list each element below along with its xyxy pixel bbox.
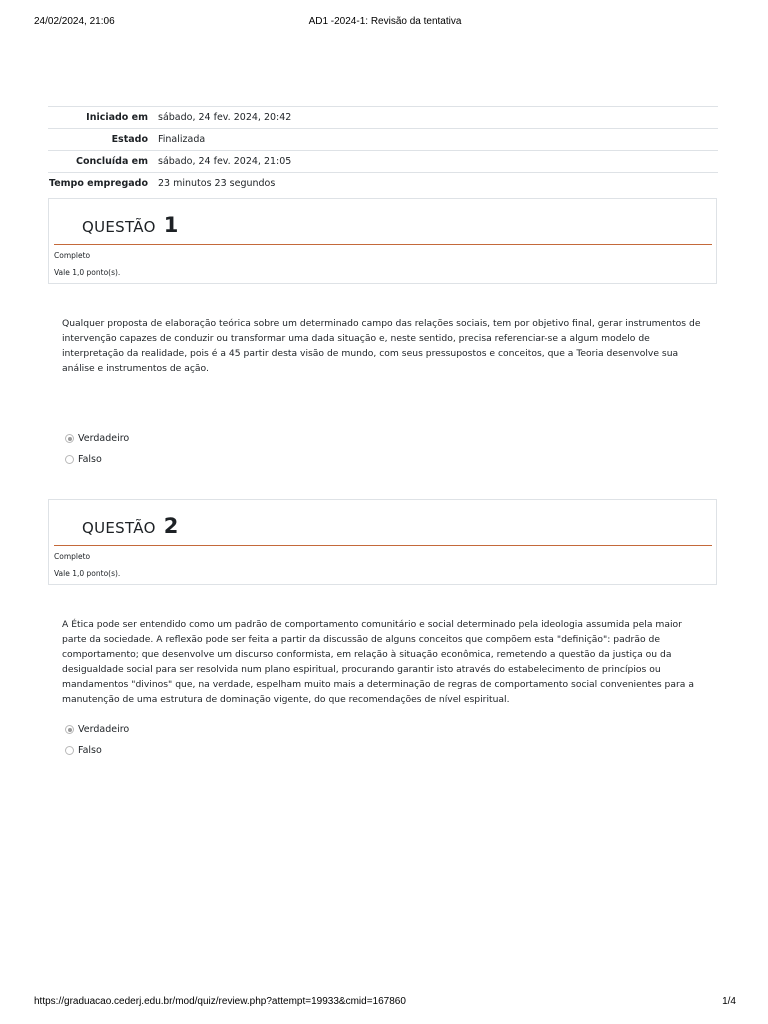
radio-selected-icon[interactable] (65, 725, 74, 734)
question-divider (54, 545, 712, 546)
question-number: 1 (163, 213, 179, 237)
question-1-text (62, 316, 712, 376)
question-1-info (48, 198, 717, 284)
summary-row-time-taken (48, 173, 718, 195)
question-number: 2 (163, 514, 179, 538)
summary-label: Concluída em (75, 156, 148, 167)
print-page-number: 1/4 (722, 996, 736, 1007)
question-label: QUESTÃO (82, 218, 156, 236)
attempt-summary-table (48, 106, 718, 194)
question-grade: Vale 1,0 ponto(s). (54, 268, 121, 277)
question-title (82, 213, 179, 243)
print-datetime: 24/02/2024, 21:06 (34, 16, 115, 27)
question-grade: Vale 1,0 ponto(s). (54, 569, 121, 578)
answer-option[interactable] (65, 449, 129, 470)
summary-row-started (48, 107, 718, 129)
summary-label: Estado (111, 134, 148, 145)
answer-label: Falso (78, 745, 102, 756)
print-header (34, 16, 736, 30)
radio-empty-icon[interactable] (65, 746, 74, 755)
answer-label: Verdadeiro (78, 724, 130, 735)
question-text: Qualquer proposta de elaboração teórica sobre um determinado campo das relações sociais, tem por objetivo final, gerar instrumentos de intervenção capazes de conduzir ou transformar uma dada situação e, neste sentido, precisa referenciar-se a algum modelo de interpretação da realidade, pois é a 45 partir desta visão de mundo, com seus pressupostos e conceitos, que a Teoria desenvolve sua análise e instrumentos de ação. (62, 318, 701, 374)
radio-empty-icon[interactable] (65, 455, 74, 464)
print-page-title: AD1 -2024-1: Revisão da tentativa (308, 16, 462, 27)
radio-selected-icon[interactable] (65, 434, 74, 443)
print-footer (34, 996, 736, 1010)
answer-label: Verdadeiro (78, 433, 130, 444)
summary-label: Iniciado em (86, 112, 148, 123)
question-1-answers (65, 428, 129, 470)
question-title (82, 514, 179, 544)
question-divider (54, 244, 712, 245)
print-url: https://graduacao.cederj.edu.br/mod/quiz/review.php?attempt=19933&cmid=167860 (34, 996, 406, 1007)
summary-value: sábado, 24 fev. 2024, 20:42 (158, 112, 292, 123)
answer-option[interactable] (65, 719, 129, 740)
answer-option[interactable] (65, 428, 129, 449)
summary-label: Tempo empregado (48, 178, 148, 189)
question-label: QUESTÃO (82, 519, 156, 537)
answer-label: Falso (78, 454, 102, 465)
summary-value: Finalizada (158, 134, 206, 145)
summary-row-state (48, 129, 718, 151)
summary-row-completed (48, 151, 718, 173)
question-2-info (48, 499, 717, 585)
question-state: Completo (54, 552, 91, 561)
summary-value: sábado, 24 fev. 2024, 21:05 (158, 156, 292, 167)
summary-value: 23 minutos 23 segundos (158, 178, 276, 189)
question-2-text (62, 617, 702, 707)
question-2-answers (65, 719, 129, 761)
answer-option[interactable] (65, 740, 129, 761)
question-text: A Ética pode ser entendido como um padrão de comportamento comunitário e social determinado pela ideologia assumida pela maior parte da sociedade. A reflexão pode ser feita a partir da discussão de alguns conceitos que compõem esta "definição": padrão de comportamento; que desenvolve um discurso conformista, em relação à situação econômica, remetendo a questão da justiça ou da desigualdade social para ser resolvida num plano espiritual, procurando garantir isto através do estabelecimento de princípios ou mandamentos "divinos" que, na verdade, espelham muito mais a determinação de regras de comportamento social convenientes para a manutenção de uma estrutura de dominação vigente, do que recomendações de nível espiritual. (62, 619, 694, 705)
question-state: Completo (54, 251, 91, 260)
